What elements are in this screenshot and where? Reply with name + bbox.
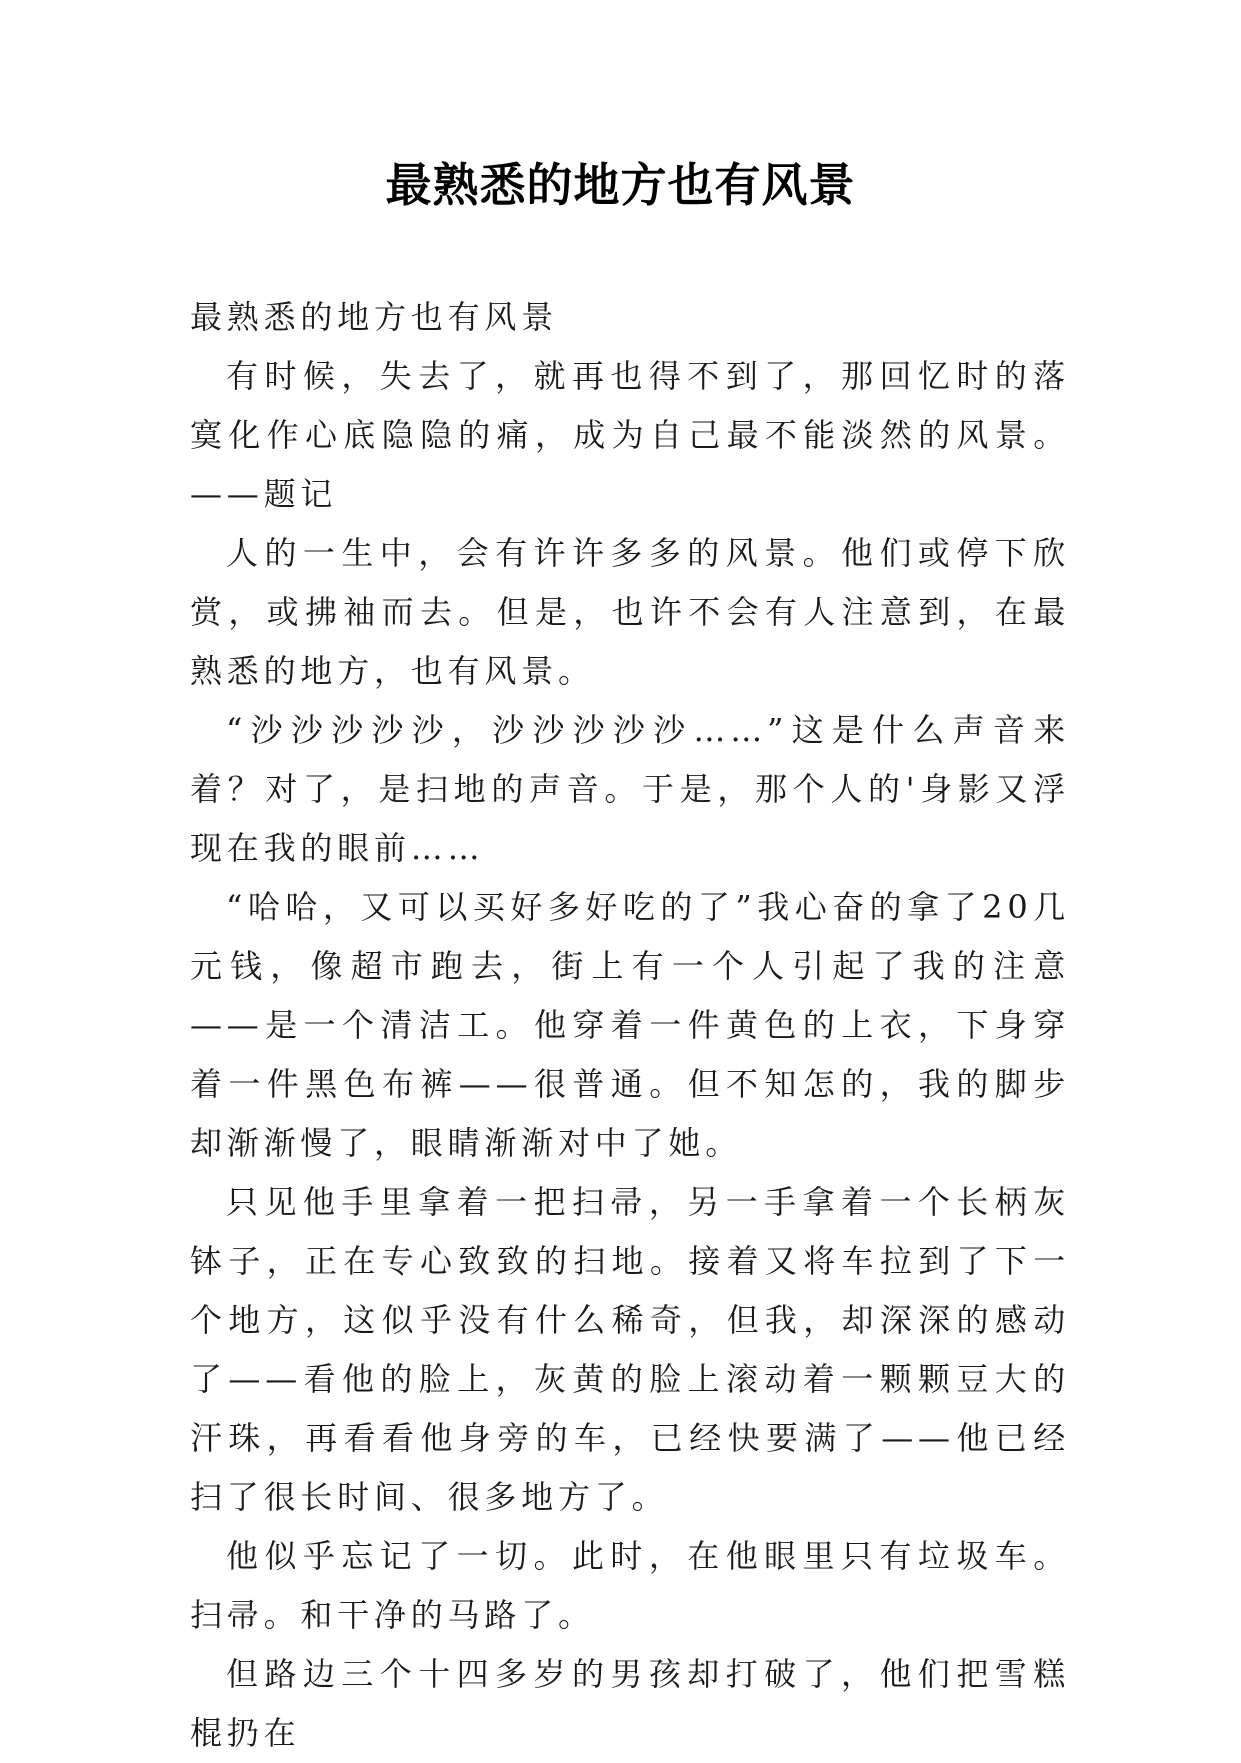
paragraph: 他似乎忘记了一切。此时，在他眼里只有垃圾车。扫帚。和干净的马路了。 bbox=[190, 1537, 1070, 1634]
paragraph: “沙沙沙沙沙，沙沙沙沙沙……”这是什么声音来着？对了，是扫地的声音。于是，那个人的'身影又浮现在我的眼前…… bbox=[190, 711, 1070, 867]
document-title: 最熟悉的地方也有风景 bbox=[385, 158, 856, 212]
paragraph: 只见他手里拿着一把扫帚，另一手拿着一个长柄灰钵子，正在专心致致的扫地。接着又将车拉到了下一个地方，这似乎没有什么稀奇，但我，却深深的感动了——看他的脸上，灰黄的脸上滚动着一颗颗豆大的汗珠，再看看他身旁的车，已经快要满了——他已经扫了很长时间、很多地方了。 bbox=[190, 1183, 1070, 1516]
paragraph: 人的一生中，会有许许多多的风景。他们或停下欣赏，或拂袖而去。但是，也许不会有人注意到，在最熟悉的地方，也有风景。 bbox=[190, 534, 1070, 690]
document-body bbox=[190, 288, 1070, 1763]
paragraph: 有时候，失去了，就再也得不到了，那回忆时的落寞化作心底隐隐的痛，成为自己最不能淡然的风景。——题记 bbox=[190, 357, 1070, 513]
paragraph-subtitle: 最熟悉的地方也有风景 bbox=[190, 298, 559, 336]
paragraph: “哈哈，又可以买好多好吃的了”我心奋的拿了20几元钱，像超市跑去，街上有一个人引起了我的注意——是一个清洁工。他穿着一件黄色的上衣，下身穿着一件黑色布裤——很普通。但不知怎的，我的脚步却渐渐慢了，眼睛渐渐对中了她。 bbox=[190, 888, 1070, 1162]
paragraph: 但路边三个十四多岁的男孩却打破了，他们把雪糕棍扔在 bbox=[190, 1655, 1070, 1752]
